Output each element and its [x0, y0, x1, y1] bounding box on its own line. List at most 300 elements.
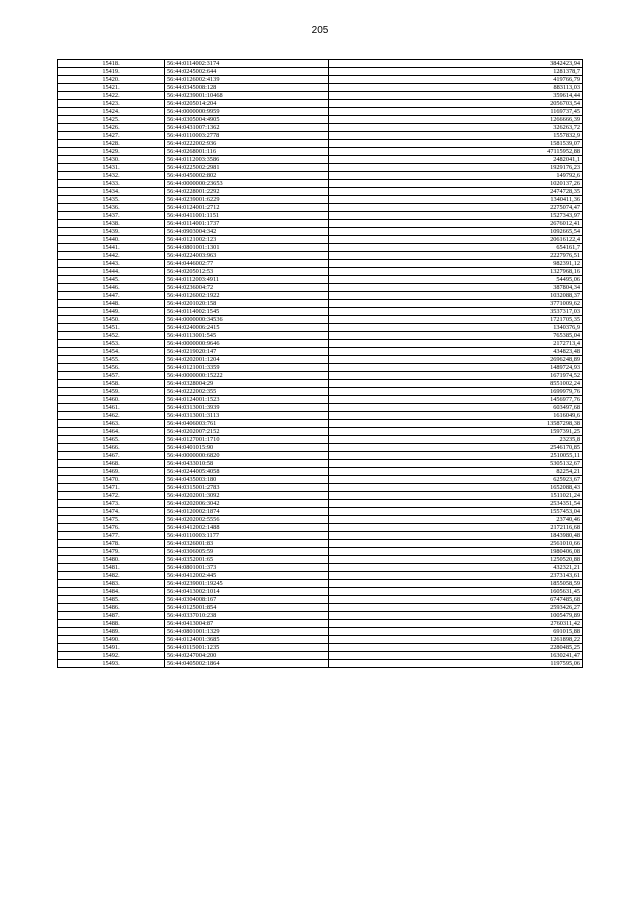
row-number: 15464.: [58, 428, 165, 436]
cadastral-number: 56:44:0124001:2712: [165, 204, 329, 212]
row-number: 15492.: [58, 652, 165, 660]
table-row: [58, 92, 583, 100]
cadastral-number: 56:44:0120002:1874: [165, 508, 329, 516]
cadastral-number: 56:44:0405002:1864: [165, 660, 329, 668]
row-number: 15465.: [58, 436, 165, 444]
row-number: 15446.: [58, 284, 165, 292]
cadastral-value: 3537317,03: [329, 308, 583, 316]
cadastral-number: 56:44:0124001:3685: [165, 636, 329, 644]
table-body: [58, 60, 583, 668]
row-number: 15484.: [58, 588, 165, 596]
table-row: [58, 556, 583, 564]
table-row: [58, 564, 583, 572]
row-number: 15461.: [58, 404, 165, 412]
cadastral-value: 2373143,61: [329, 572, 583, 580]
cadastral-value: 1557832,9: [329, 132, 583, 140]
cadastral-number: 56:44:0202007:2152: [165, 428, 329, 436]
row-number: 15421.: [58, 84, 165, 92]
row-number: 15460.: [58, 396, 165, 404]
cadastral-number: 56:44:0801001:1301: [165, 244, 329, 252]
table-row: [58, 476, 583, 484]
cadastral-number: 56:44:0225002:2981: [165, 164, 329, 172]
cadastral-value: 54495,06: [329, 276, 583, 284]
cadastral-number: 56:44:0304008:167: [165, 596, 329, 604]
cadastral-number: 56:44:0903004:342: [165, 228, 329, 236]
cadastral-number: 56:44:0121001:3359: [165, 364, 329, 372]
cadastral-number: 56:44:0247004:200: [165, 652, 329, 660]
table-row: [58, 332, 583, 340]
table-row: [58, 404, 583, 412]
table-row: [58, 140, 583, 148]
row-number: 15435.: [58, 196, 165, 204]
cadastral-value: 13587298,38: [329, 420, 583, 428]
cadastral-number: 56:44:0224003:963: [165, 252, 329, 260]
row-number: 15468.: [58, 460, 165, 468]
cadastral-value: 2510055,11: [329, 452, 583, 460]
cadastral-number: 56:44:0268001:116: [165, 148, 329, 156]
cadastral-value: 1855058,59: [329, 580, 583, 588]
table-row: [58, 100, 583, 108]
cadastral-number: 56:44:0201020:158: [165, 300, 329, 308]
table-row: [58, 420, 583, 428]
cadastral-number: 56:44:0114001:1737: [165, 220, 329, 228]
table-row: [58, 108, 583, 116]
table-row: [58, 244, 583, 252]
cadastral-value: 359614,44: [329, 92, 583, 100]
row-number: 15477.: [58, 532, 165, 540]
cadastral-value: 1721705,35: [329, 316, 583, 324]
row-number: 15438.: [58, 220, 165, 228]
table-row: [58, 340, 583, 348]
table-row: [58, 276, 583, 284]
cadastral-number: 56:44:0205014:204: [165, 100, 329, 108]
row-number: 15445.: [58, 276, 165, 284]
cadastral-value: 149792,6: [329, 172, 583, 180]
cadastral-number: 56:44:0446002:77: [165, 260, 329, 268]
row-number: 15444.: [58, 268, 165, 276]
table-row: [58, 612, 583, 620]
cadastral-number: 56:44:0352001:65: [165, 556, 329, 564]
cadastral-value: 2172116,68: [329, 524, 583, 532]
cadastral-value: 2593426,27: [329, 604, 583, 612]
cadastral-number: 56:44:0222002:936: [165, 140, 329, 148]
row-number: 15478.: [58, 540, 165, 548]
row-number: 15456.: [58, 364, 165, 372]
table-row: [58, 516, 583, 524]
row-number: 15419.: [58, 68, 165, 76]
cadastral-value: 23740,46: [329, 516, 583, 524]
table-row: [58, 532, 583, 540]
cadastral-value: 82254,21: [329, 468, 583, 476]
table-row: [58, 636, 583, 644]
cadastral-number: 56:44:0222002:355: [165, 388, 329, 396]
row-number: 15428.: [58, 140, 165, 148]
cadastral-value: 2534351,54: [329, 500, 583, 508]
table-row: [58, 316, 583, 324]
row-number: 15472.: [58, 492, 165, 500]
table-row: [58, 236, 583, 244]
cadastral-number: 56:44:0202001:3092: [165, 492, 329, 500]
table-row: [58, 484, 583, 492]
cadastral-value: 1092665,54: [329, 228, 583, 236]
cadastral-value: 1843980,48: [329, 532, 583, 540]
table-row: [58, 396, 583, 404]
cadastral-value: 765385,04: [329, 332, 583, 340]
row-number: 15442.: [58, 252, 165, 260]
row-number: 15474.: [58, 508, 165, 516]
cadastral-value: 20616122,4: [329, 236, 583, 244]
table-row: [58, 228, 583, 236]
cadastral-value: 883113,03: [329, 84, 583, 92]
cadastral-value: 1197595,06: [329, 660, 583, 668]
row-number: 15454.: [58, 348, 165, 356]
row-number: 15488.: [58, 620, 165, 628]
cadastral-number: 56:44:0801001:1329: [165, 628, 329, 636]
table-row: [58, 68, 583, 76]
table-row: [58, 588, 583, 596]
page-number: 205: [311, 25, 329, 36]
table-row: [58, 524, 583, 532]
row-number: 15427.: [58, 132, 165, 140]
cadastral-number: 56:44:0313001:3113: [165, 412, 329, 420]
table-row: [58, 540, 583, 548]
table-row: [58, 500, 583, 508]
cadastral-number: 56:44:0413002:1014: [165, 588, 329, 596]
row-number: 15439.: [58, 228, 165, 236]
table-row: [58, 580, 583, 588]
cadastral-value: 432321,21: [329, 564, 583, 572]
cadastral-number: 56:44:0110003:1177: [165, 532, 329, 540]
cadastral-value: 1671974,52: [329, 372, 583, 380]
table-row: [58, 452, 583, 460]
row-number: 15455.: [58, 356, 165, 364]
row-number: 15424.: [58, 108, 165, 116]
cadastral-value: 2275074,47: [329, 204, 583, 212]
table-row: [58, 204, 583, 212]
cadastral-value: 1281378,7: [329, 68, 583, 76]
row-number: 15420.: [58, 76, 165, 84]
cadastral-value: 1929176,23: [329, 164, 583, 172]
cadastral-value: 1605631,45: [329, 588, 583, 596]
table-row: [58, 76, 583, 84]
cadastral-number: 56:44:0202002:5556: [165, 516, 329, 524]
cadastral-value: 1456977,76: [329, 396, 583, 404]
cadastral-value: 1266666,39: [329, 116, 583, 124]
cadastral-value: 1527343,97: [329, 212, 583, 220]
cadastral-number: 56:44:0000000:15222: [165, 372, 329, 380]
table-row: [58, 268, 583, 276]
cadastral-value: 326263,72: [329, 124, 583, 132]
cadastral-number: 56:44:0326001:83: [165, 540, 329, 548]
cadastral-number: 56:44:0202001:1204: [165, 356, 329, 364]
cadastral-value: 6747485,68: [329, 596, 583, 604]
cadastral-value: 2280485,25: [329, 644, 583, 652]
row-number: 15483.: [58, 580, 165, 588]
cadastral-number: 56:44:0240006:2415: [165, 324, 329, 332]
cadastral-value: 2482041,1: [329, 156, 583, 164]
cadastral-number: 56:44:0239001:10468: [165, 92, 329, 100]
table-row: [58, 412, 583, 420]
table-row: [58, 180, 583, 188]
row-number: 15426.: [58, 124, 165, 132]
row-number: 15448.: [58, 300, 165, 308]
row-number: 15490.: [58, 636, 165, 644]
cadastral-number: 56:44:0412002:445: [165, 572, 329, 580]
table-row: [58, 156, 583, 164]
table-row: [58, 428, 583, 436]
cadastral-number: 56:44:0000000:34536: [165, 316, 329, 324]
row-number: 15466.: [58, 444, 165, 452]
cadastral-number: 56:44:0126002:1922: [165, 292, 329, 300]
table-row: [58, 492, 583, 500]
table-row: [58, 220, 583, 228]
cadastral-value: 1581539,07: [329, 140, 583, 148]
row-number: 15434.: [58, 188, 165, 196]
table-row: [58, 260, 583, 268]
cadastral-number: 56:44:0112003:4911: [165, 276, 329, 284]
row-number: 15453.: [58, 340, 165, 348]
table-row: [58, 620, 583, 628]
cadastral-value: 23235,8: [329, 436, 583, 444]
cadastral-number: 56:44:0112003:3586: [165, 156, 329, 164]
table-row: [58, 284, 583, 292]
table-row: [58, 468, 583, 476]
cadastral-value: 2056703,54: [329, 100, 583, 108]
cadastral-value: 1557453,04: [329, 508, 583, 516]
cadastral-value: 1597391,25: [329, 428, 583, 436]
table-row: [58, 164, 583, 172]
table-row: [58, 508, 583, 516]
table-row: [58, 188, 583, 196]
cadastral-number: 56:44:0236004:72: [165, 284, 329, 292]
row-number: 15425.: [58, 116, 165, 124]
table-row: [58, 572, 583, 580]
cadastral-number: 56:44:0328004:29: [165, 380, 329, 388]
cadastral-number: 56:44:0205012:53: [165, 268, 329, 276]
cadastral-number: 56:44:0337010:238: [165, 612, 329, 620]
cadastral-number: 56:44:0121002:123: [165, 236, 329, 244]
row-number: 15491.: [58, 644, 165, 652]
cadastral-number: 56:44:0219020:147: [165, 348, 329, 356]
table-row: [58, 660, 583, 668]
row-number: 15452.: [58, 332, 165, 340]
table-row: [58, 372, 583, 380]
table-row: [58, 548, 583, 556]
row-number: 15470.: [58, 476, 165, 484]
row-number: 15462.: [58, 412, 165, 420]
table-row: [58, 60, 583, 68]
row-number: 15469.: [58, 468, 165, 476]
row-number: 15480.: [58, 556, 165, 564]
cadastral-value: 691015,88: [329, 628, 583, 636]
cadastral-number: 56:44:0000000:9646: [165, 340, 329, 348]
table-row: [58, 356, 583, 364]
cadastral-value: 47115952,88: [329, 148, 583, 156]
cadastral-value: 2676012,41: [329, 220, 583, 228]
row-number: 15485.: [58, 596, 165, 604]
cadastral-number: 56:44:0406003:761: [165, 420, 329, 428]
cadastral-number: 56:44:0127001:1710: [165, 436, 329, 444]
row-number: 15422.: [58, 92, 165, 100]
row-number: 15437.: [58, 212, 165, 220]
cadastral-number: 56:44:0239001:6229: [165, 196, 329, 204]
row-number: 15447.: [58, 292, 165, 300]
cadastral-value: 2172713,4: [329, 340, 583, 348]
cadastral-value: 1489724,93: [329, 364, 583, 372]
row-number: 15486.: [58, 604, 165, 612]
cadastral-number: 56:44:0114002:3174: [165, 60, 329, 68]
cadastral-value: 1630241,47: [329, 652, 583, 660]
cadastral-number: 56:44:0401015:90: [165, 444, 329, 452]
table-row: [58, 652, 583, 660]
cadastral-value: 1699979,76: [329, 388, 583, 396]
table-row: [58, 172, 583, 180]
table-row: [58, 644, 583, 652]
cadastral-number: 56:44:0306005:59: [165, 548, 329, 556]
cadastral-value: 1340411,36: [329, 196, 583, 204]
row-number: 15449.: [58, 308, 165, 316]
row-number: 15451.: [58, 324, 165, 332]
cadastral-value: 3842423,94: [329, 60, 583, 68]
table-row: [58, 252, 583, 260]
cadastral-number: 56:44:0450002:802: [165, 172, 329, 180]
table-row: [58, 196, 583, 204]
cadastral-value: 1169737,45: [329, 108, 583, 116]
row-number: 15429.: [58, 148, 165, 156]
table-row: [58, 300, 583, 308]
row-number: 15479.: [58, 548, 165, 556]
row-number: 15467.: [58, 452, 165, 460]
cadastral-number: 56:44:0110003:2778: [165, 132, 329, 140]
cadastral-value: 1652088,43: [329, 484, 583, 492]
cadastral-value: 1250520,88: [329, 556, 583, 564]
cadastral-number: 56:44:0305004:4905: [165, 116, 329, 124]
cadastral-value: 434823,48: [329, 348, 583, 356]
row-number: 15457.: [58, 372, 165, 380]
table-row: [58, 132, 583, 140]
cadastral-value: 1340376,9: [329, 324, 583, 332]
cadastral-value: 625923,67: [329, 476, 583, 484]
cadastral-number: 56:44:0345008:128: [165, 84, 329, 92]
row-number: 15473.: [58, 500, 165, 508]
row-number: 15431.: [58, 164, 165, 172]
cadastral-value: 419766,79: [329, 76, 583, 84]
cadastral-number: 56:44:0412002:1488: [165, 524, 329, 532]
cadastral-number: 56:44:0228001:2292: [165, 188, 329, 196]
row-number: 15481.: [58, 564, 165, 572]
row-number: 15476.: [58, 524, 165, 532]
row-number: 15423.: [58, 100, 165, 108]
cadastral-value: 2696248,89: [329, 356, 583, 364]
cadastral-number: 56:44:0126002:4139: [165, 76, 329, 84]
table-row: [58, 380, 583, 388]
row-number: 15441.: [58, 244, 165, 252]
table-row: [58, 604, 583, 612]
table-row: [58, 460, 583, 468]
cadastral-number: 56:44:0245002:644: [165, 68, 329, 76]
table-row: [58, 444, 583, 452]
cadastral-value: 387804,34: [329, 284, 583, 292]
cadastral-number: 56:44:0411001:1151: [165, 212, 329, 220]
row-number: 15432.: [58, 172, 165, 180]
cadastral-value: 8551002,24: [329, 380, 583, 388]
row-number: 15489.: [58, 628, 165, 636]
cadastral-number: 56:44:0413004:87: [165, 620, 329, 628]
cadastral-value: 1980406,08: [329, 548, 583, 556]
row-number: 15450.: [58, 316, 165, 324]
table-row: [58, 124, 583, 132]
cadastral-number: 56:44:0435003:180: [165, 476, 329, 484]
table-row: [58, 116, 583, 124]
table-row: [58, 628, 583, 636]
cadastral-number: 56:44:0433010:58: [165, 460, 329, 468]
row-number: 15433.: [58, 180, 165, 188]
cadastral-value: 3771009,62: [329, 300, 583, 308]
row-number: 15418.: [58, 60, 165, 68]
row-number: 15459.: [58, 388, 165, 396]
row-number: 15436.: [58, 204, 165, 212]
cadastral-value: 603497,68: [329, 404, 583, 412]
row-number: 15458.: [58, 380, 165, 388]
cadastral-number: 56:44:0000000:9959: [165, 108, 329, 116]
cadastral-value: 1005479,89: [329, 612, 583, 620]
cadastral-value: 1616049,6: [329, 412, 583, 420]
cadastral-value: 2561010,66: [329, 540, 583, 548]
table-row: [58, 596, 583, 604]
cadastral-number: 56:44:0239001:19245: [165, 580, 329, 588]
cadastral-number: 56:44:0313001:3939: [165, 404, 329, 412]
row-number: 15463.: [58, 420, 165, 428]
table-row: [58, 148, 583, 156]
table-row: [58, 388, 583, 396]
row-number: 15430.: [58, 156, 165, 164]
table-row: [58, 348, 583, 356]
cadastral-number: 56:44:0202006:3042: [165, 500, 329, 508]
cadastral-value: 982391,12: [329, 260, 583, 268]
table-row: [58, 324, 583, 332]
cadastral-value: 2760311,42: [329, 620, 583, 628]
cadastral-number: 56:44:0115001:1235: [165, 644, 329, 652]
cadastral-value: 1032088,37: [329, 292, 583, 300]
cadastral-value: 1327968,16: [329, 268, 583, 276]
cadastral-number: 56:44:0125001:854: [165, 604, 329, 612]
cadastral-number: 56:44:0000000:23653: [165, 180, 329, 188]
cadastral-number: 56:44:0000000:6820: [165, 452, 329, 460]
table-row: [58, 436, 583, 444]
cadastral-value: 2227976,51: [329, 252, 583, 260]
table-row: [58, 84, 583, 92]
row-number: 15471.: [58, 484, 165, 492]
cadastral-number: 56:44:0801001:373: [165, 564, 329, 572]
row-number: 15443.: [58, 260, 165, 268]
row-number: 15493.: [58, 660, 165, 668]
row-number: 15482.: [58, 572, 165, 580]
row-number: 15440.: [58, 236, 165, 244]
table-row: [58, 292, 583, 300]
cadastral-number: 56:44:0124001:1523: [165, 396, 329, 404]
table-row: [58, 364, 583, 372]
cadastral-value: 1511021,24: [329, 492, 583, 500]
cadastral-value: 5305132,67: [329, 460, 583, 468]
cadastral-number: 56:44:0114002:1545: [165, 308, 329, 316]
cadastral-number: 56:44:0113001:545: [165, 332, 329, 340]
cadastral-value: 1020137,26: [329, 180, 583, 188]
cadastral-value: 2546170,85: [329, 444, 583, 452]
cadastral-number: 56:44:0244005:4058: [165, 468, 329, 476]
row-number: 15475.: [58, 516, 165, 524]
cadastral-number: 56:44:0431007:1362: [165, 124, 329, 132]
cadastral-value-table: [57, 59, 583, 668]
